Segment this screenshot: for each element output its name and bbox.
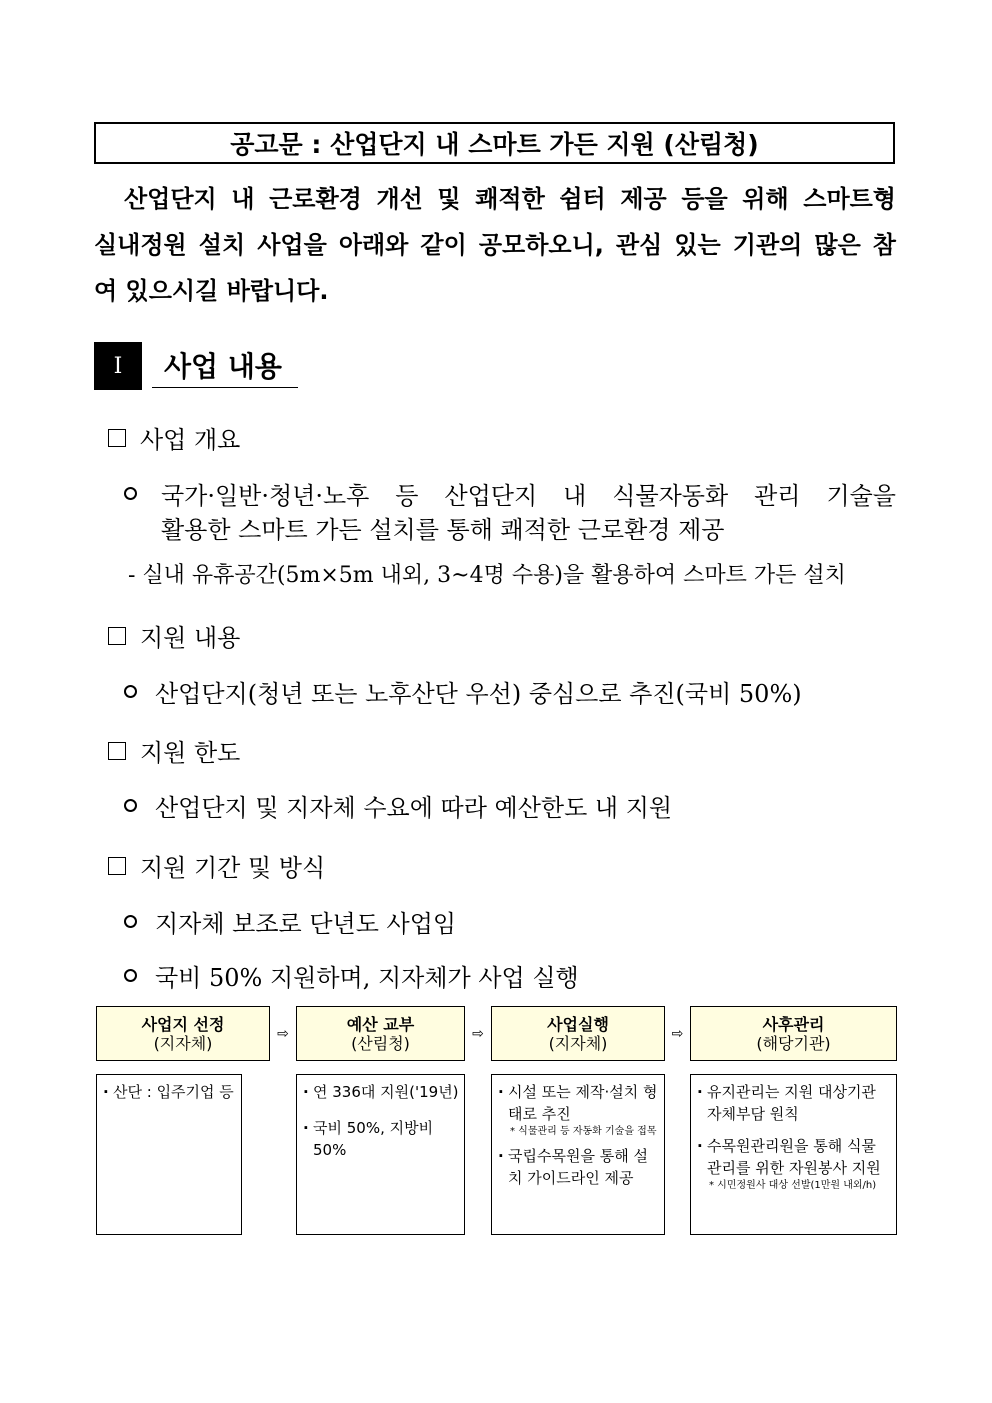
intro-line: 여 있으시길 바랍니다. [94,277,329,305]
detail-item: · 시설 또는 제작·설치 형태로 추진 [498,1081,660,1125]
flow-step-title: 예산 교부 [346,1014,415,1034]
flow-step-sub: (지자체) [153,1033,213,1053]
checkbox-square-icon [108,857,126,875]
intro-line: 실내정원 설치 사업을 아래와 같이 공모하오니, 관심 있는 기관의 많은 참 [94,231,896,259]
heading-limit [108,733,240,768]
arrow-right-icon: ⇨ [671,1025,684,1042]
bullet-limit [124,788,672,823]
section-number: I [94,342,142,390]
flow-step-title: 사후관리 [762,1014,825,1034]
flow-step-site-selection [96,1006,270,1061]
circle-bullet-icon [124,915,137,928]
flow-step-sub: (산림청) [351,1033,410,1053]
flow-step-execution [491,1006,665,1061]
detail-note: * 식물관리 등 자동화 기술을 접목 [510,1126,657,1137]
bullet-period-1 [124,904,456,939]
heading-label: 지원 한도 [140,739,241,767]
heading-label: 지원 기간 및 방식 [140,854,326,882]
bullet-text: 지자체 보조로 단년도 사업임 [155,910,457,938]
bullet-overview [124,476,896,511]
detail-item: · 유지관리는 지원 대상기관 자체부담 원칙 [697,1081,892,1125]
heading-label: 사업 개요 [140,426,241,454]
heading-label: 지원 내용 [140,624,241,652]
checkbox-square-icon [108,742,126,760]
heading-support [108,618,240,653]
detail-note: * 시민정원사 대상 선발(1만원 내외/h) [709,1180,877,1191]
bullet-text: 국비 50% 지원하며, 지자체가 사업 실행 [155,964,579,992]
detail-item: · 국립수목원을 통해 설치 가이드라인 제공 [498,1145,660,1189]
flow-step-aftercare [690,1006,897,1061]
circle-bullet-icon [124,487,137,500]
bullet-support [124,674,802,709]
flow-step-sub: (해당기관) [756,1033,831,1053]
dash-item: - 실내 유휴공간(5m×5m 내외, 3~4명 수용)을 활용하여 스마트 가든 설치 [128,563,846,588]
circle-bullet-icon [124,685,137,698]
detail-item: · 연 336대 지원('19년) [303,1081,460,1103]
intro-line: 산업단지 내 근로환경 개선 및 쾌적한 쉼터 제공 등을 위해 스마트형 [124,185,896,213]
notice-title: 공고문 : 산업단지 내 스마트 가든 지원 (산림청) [94,122,895,164]
detail-item: · 산단 : 입주기업 등 [103,1081,237,1103]
bullet-period-2 [124,958,579,993]
checkbox-square-icon [108,429,126,447]
bullet-text: 산업단지 및 지자체 수요에 따라 예산한도 내 지원 [155,794,673,822]
bullet-text: 국가·일반·청년·노후 등 산업단지 내 식물자동화 관리 기술을 [161,482,896,510]
flow-detail-aftercare [690,1074,897,1235]
heading-period [108,848,325,883]
flow-step-title: 사업지 선정 [141,1014,225,1034]
bullet-continuation: 활용한 스마트 가든 설치를 통해 쾌적한 근로환경 제공 [161,516,725,544]
circle-bullet-icon [124,799,137,812]
intro-paragraph [94,176,896,314]
heading-overview [108,420,240,455]
flow-detail-execution [491,1074,665,1235]
flow-step-budget [296,1006,465,1061]
flow-step-title: 사업실행 [547,1014,609,1034]
detail-item: · 국비 50%, 지방비 50% [303,1117,460,1161]
flow-detail-site-selection [96,1074,242,1235]
flow-detail-budget [296,1074,465,1235]
flow-step-sub: (지자체) [548,1033,608,1053]
checkbox-square-icon [108,627,126,645]
section-title: 사업 내용 [152,342,298,388]
bullet-text: 산업단지(청년 또는 노후산단 우선) 중심으로 추진(국비 50%) [155,680,802,708]
arrow-right-icon: ⇨ [277,1025,289,1042]
circle-bullet-icon [124,969,137,982]
detail-item: · 수목원관리원을 통해 식물 관리를 위한 자원봉사 지원 [697,1135,892,1179]
arrow-right-icon: ⇨ [472,1025,484,1042]
